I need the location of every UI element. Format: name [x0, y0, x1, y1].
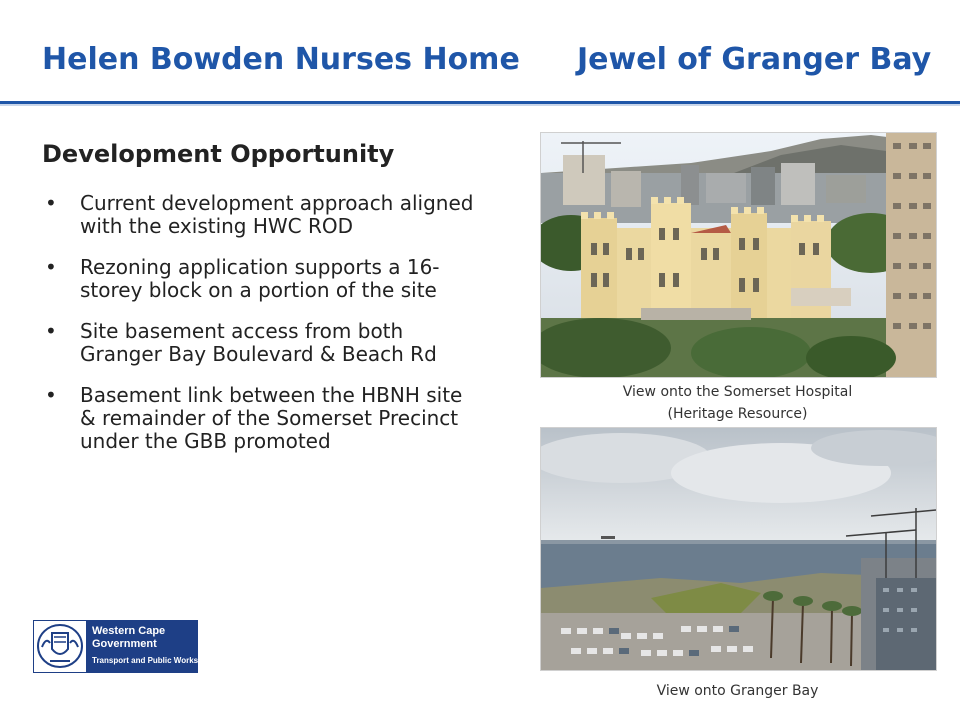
bullet-item — [42, 192, 482, 238]
granger-bay-caption: View onto Granger Bay — [656, 683, 819, 699]
bullet-list — [42, 192, 482, 471]
coat-of-arms-icon — [36, 623, 84, 669]
somerset-hospital-caption — [540, 381, 935, 425]
bullet-text: Site basement access from both Granger Bay Boulevard & Beach Rd — [80, 319, 437, 366]
bullet-item — [42, 384, 482, 453]
caption-line: (Heritage Resource) — [667, 406, 808, 422]
bullet-dot-icon: • — [45, 383, 57, 407]
logo-text-panel — [86, 621, 197, 672]
logo-line-1: Western Cape — [92, 625, 166, 637]
bullet-text: Current development approach aligned with the existing HWC ROD — [80, 191, 474, 238]
logo-line-2: Government — [92, 638, 157, 650]
bullet-text: Basement link between the HBNH site & remainder of the Somerset Precinct under the GBB promoted — [80, 383, 463, 453]
bullet-item — [42, 256, 482, 302]
caption-line: View onto the Somerset Hospital — [622, 384, 853, 400]
section-heading: Development Opportunity — [42, 140, 395, 168]
bullet-dot-icon: • — [45, 319, 57, 343]
somerset-hospital-photo — [540, 132, 937, 378]
slide-title-left: Helen Bowden Nurses Home — [42, 42, 520, 77]
western-cape-government-logo — [33, 620, 198, 673]
logo-line-3: Transport and Public Works — [92, 656, 199, 665]
title-divider-shadow — [0, 104, 960, 106]
bullet-text: Rezoning application supports a 16-storey block on a portion of the site — [80, 255, 440, 302]
bullet-dot-icon: • — [45, 255, 57, 279]
bullet-item — [42, 320, 482, 366]
granger-bay-photo — [540, 427, 937, 671]
slide-title-right: Jewel of Granger Bay — [577, 42, 932, 77]
bullet-dot-icon: • — [45, 191, 57, 215]
